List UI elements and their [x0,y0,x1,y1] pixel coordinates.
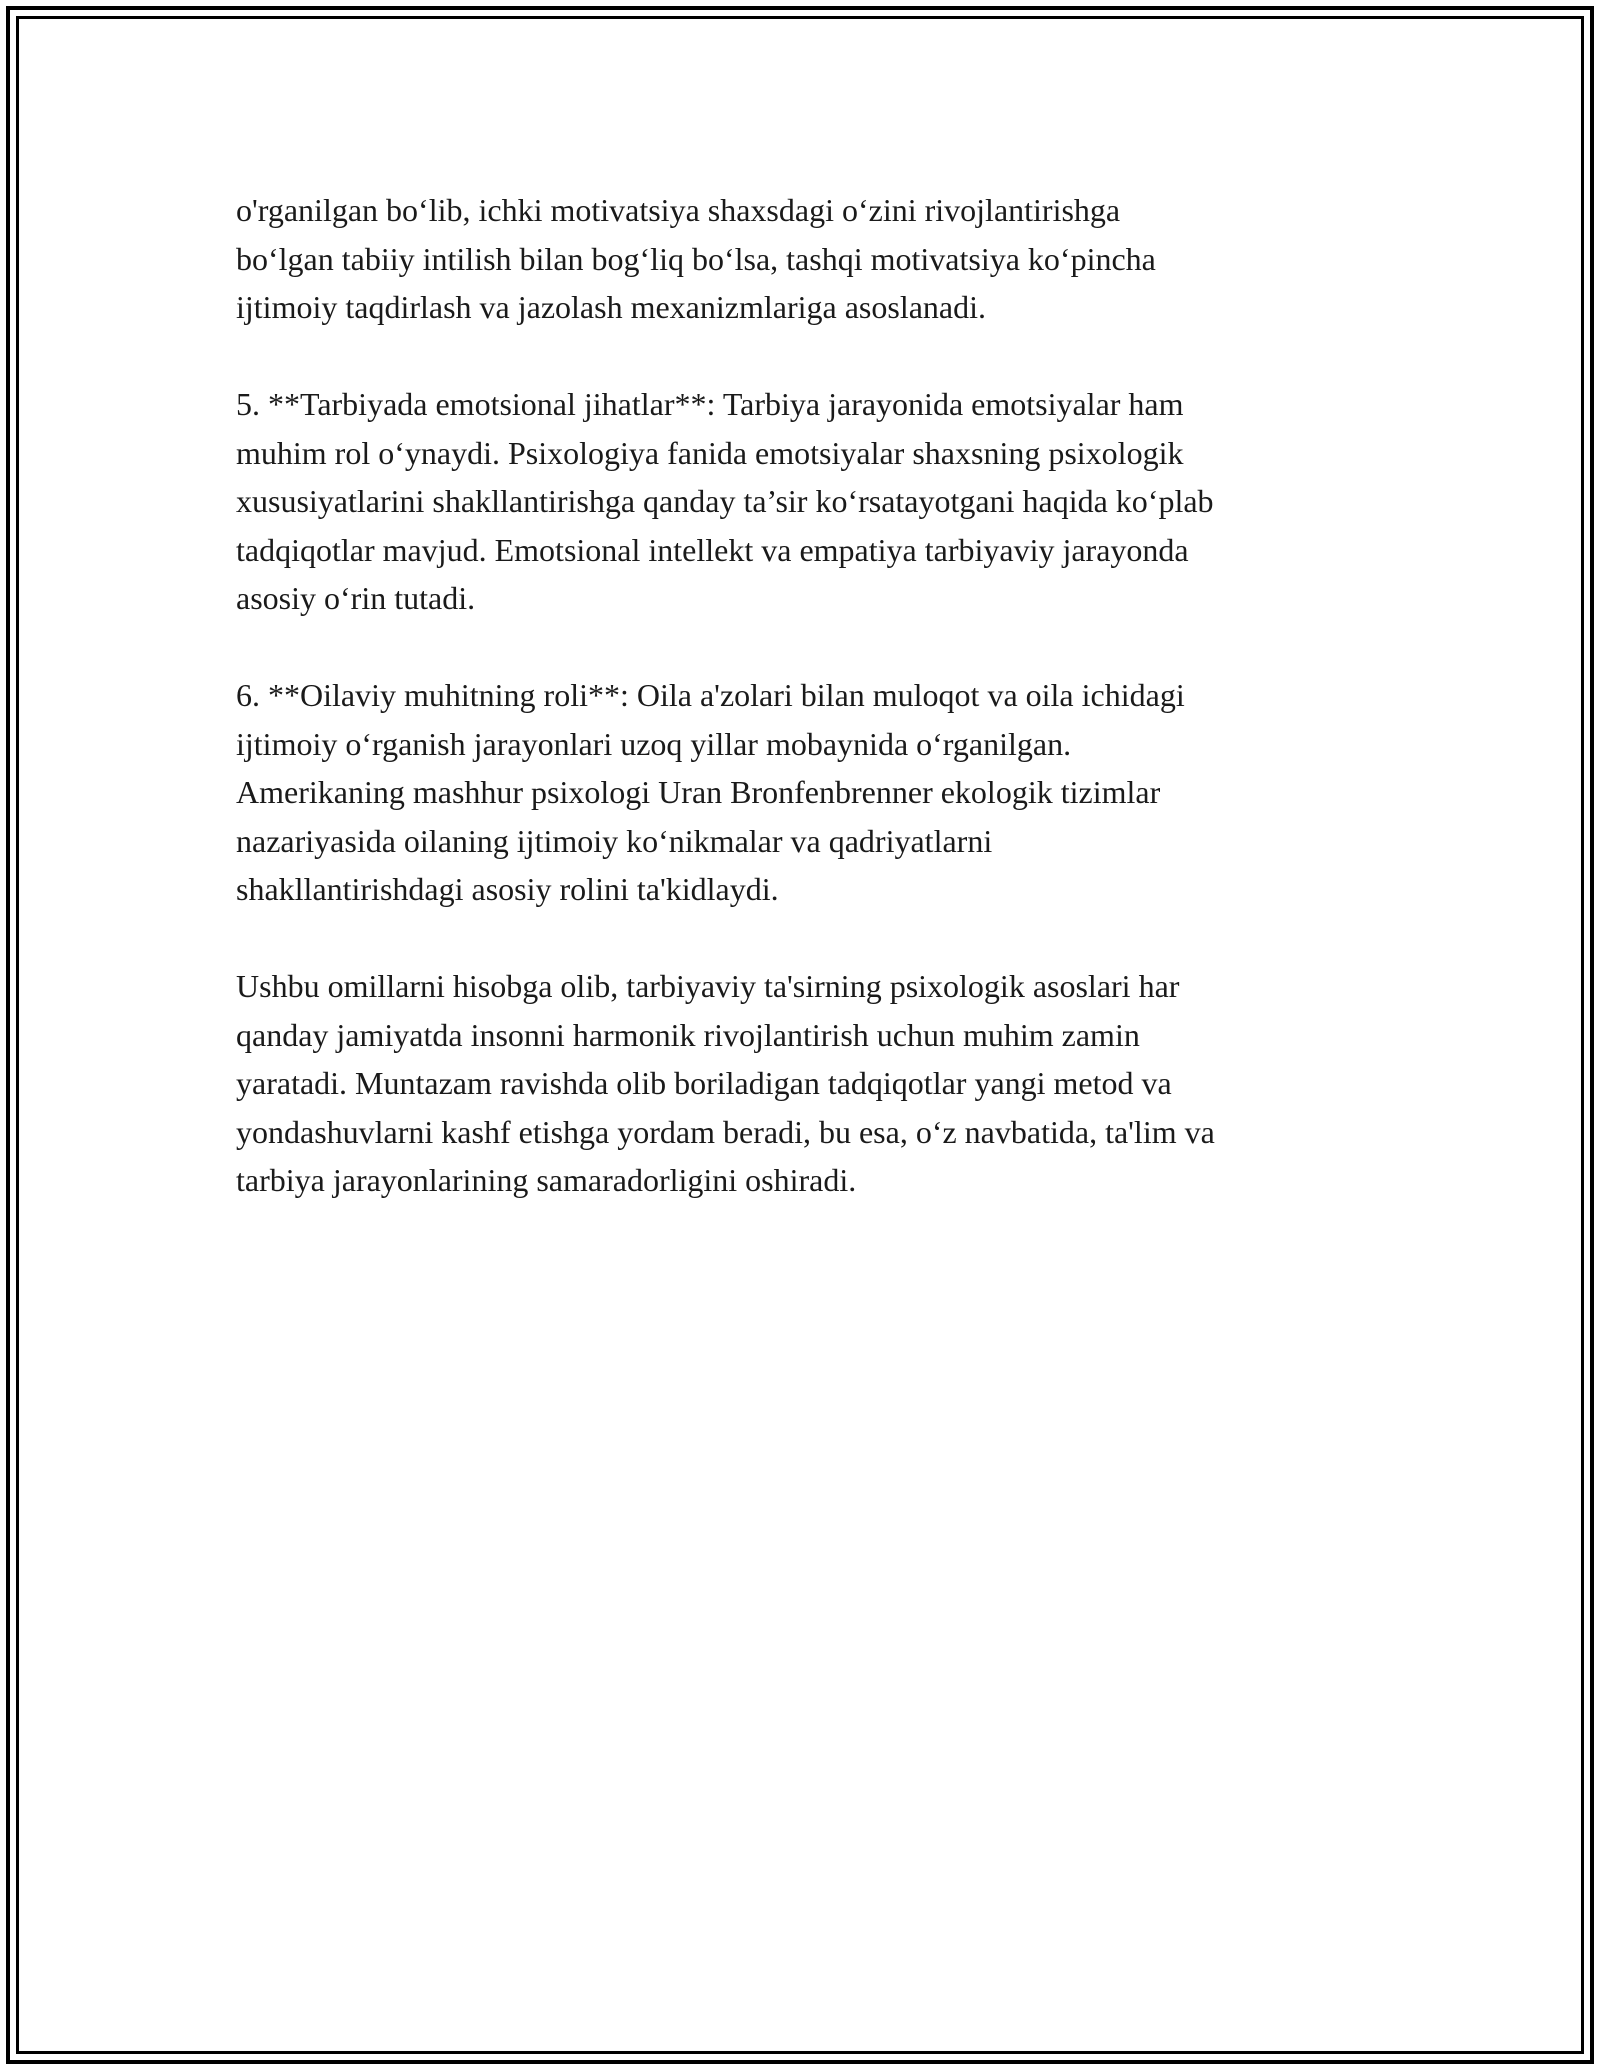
text-line: muhim rol o‘ynaydi. Psixologiya fanida emotsiyalar shaxsning psixologik [236,434,1184,471]
text-line: ijtimoiy taqdirlash va jazolash mexanizmlariga asoslanadi. [236,289,986,325]
text-line: Amerikaning mashhur psixologi Uran Bronfenbrenner ekologik tizimlar [236,774,1161,810]
text-line: 6. **Oilaviy muhitning roli**: Oila a'zolari bilan muloqot va oila ichidagi [236,677,1185,713]
text-line: asosiy o‘rin tutadi. [236,580,476,616]
text-line: 5. **Tarbiyada emotsional jihatlar**: Tarbiya jarayonida emotsiyalar ham [236,386,1184,422]
text-line: nazariyasida oilaning ijtimoiy ko‘nikmalar va qadriyatlarni [236,822,993,859]
text-line: shakllantirishdagi asosiy rolini ta'kidlaydi. [236,871,779,907]
text-line: tarbiya jarayonlarining samaradorligini oshiradi. [236,1162,857,1198]
text-line: tadqiqotlar mavjud. Emotsional intellekt va empatiya tarbiyaviy jarayonda [236,531,1189,568]
text-line: yaratadi. Muntazam ravishda olib boriladigan tadqiqotlar yangi metod va [236,1065,1172,1101]
text-line: o'rganilgan bo‘lib, ichki motivatsiya shaxsdagi o‘zini rivojlantirishga [236,192,1121,228]
text-line: qanday jamiyatda insonni harmonik rivojlantirish uchun muhim zamin [236,1016,1140,1053]
paragraph-emotional-aspects [236,380,1386,623]
text-line: Ushbu omillarni hisobga olib, tarbiyaviy ta'sirning psixologik asoslari har [236,968,1180,1004]
paragraph-family-environment [236,671,1386,914]
text-line: ijtimoiy o‘rganish jarayonlari uzoq yillar mobaynida o‘rganilgan. [236,725,1072,762]
document-body [236,186,1386,1253]
text-line: xususiyatlarini shakllantirishga qanday ta’sir ko‘rsatayotgani haqida ko‘plab [236,483,1214,519]
text-line: bo‘lgan tabiiy intilish bilan bog‘liq bo‘lsa, tashqi motivatsiya ko‘pincha [236,240,1156,277]
text-line: yondashuvlarni kashf etishga yordam beradi, bu esa, o‘z navbatida, ta'lim va [236,1113,1215,1150]
paragraph-conclusion [236,962,1386,1205]
paragraph-motivation-continued [236,186,1386,332]
